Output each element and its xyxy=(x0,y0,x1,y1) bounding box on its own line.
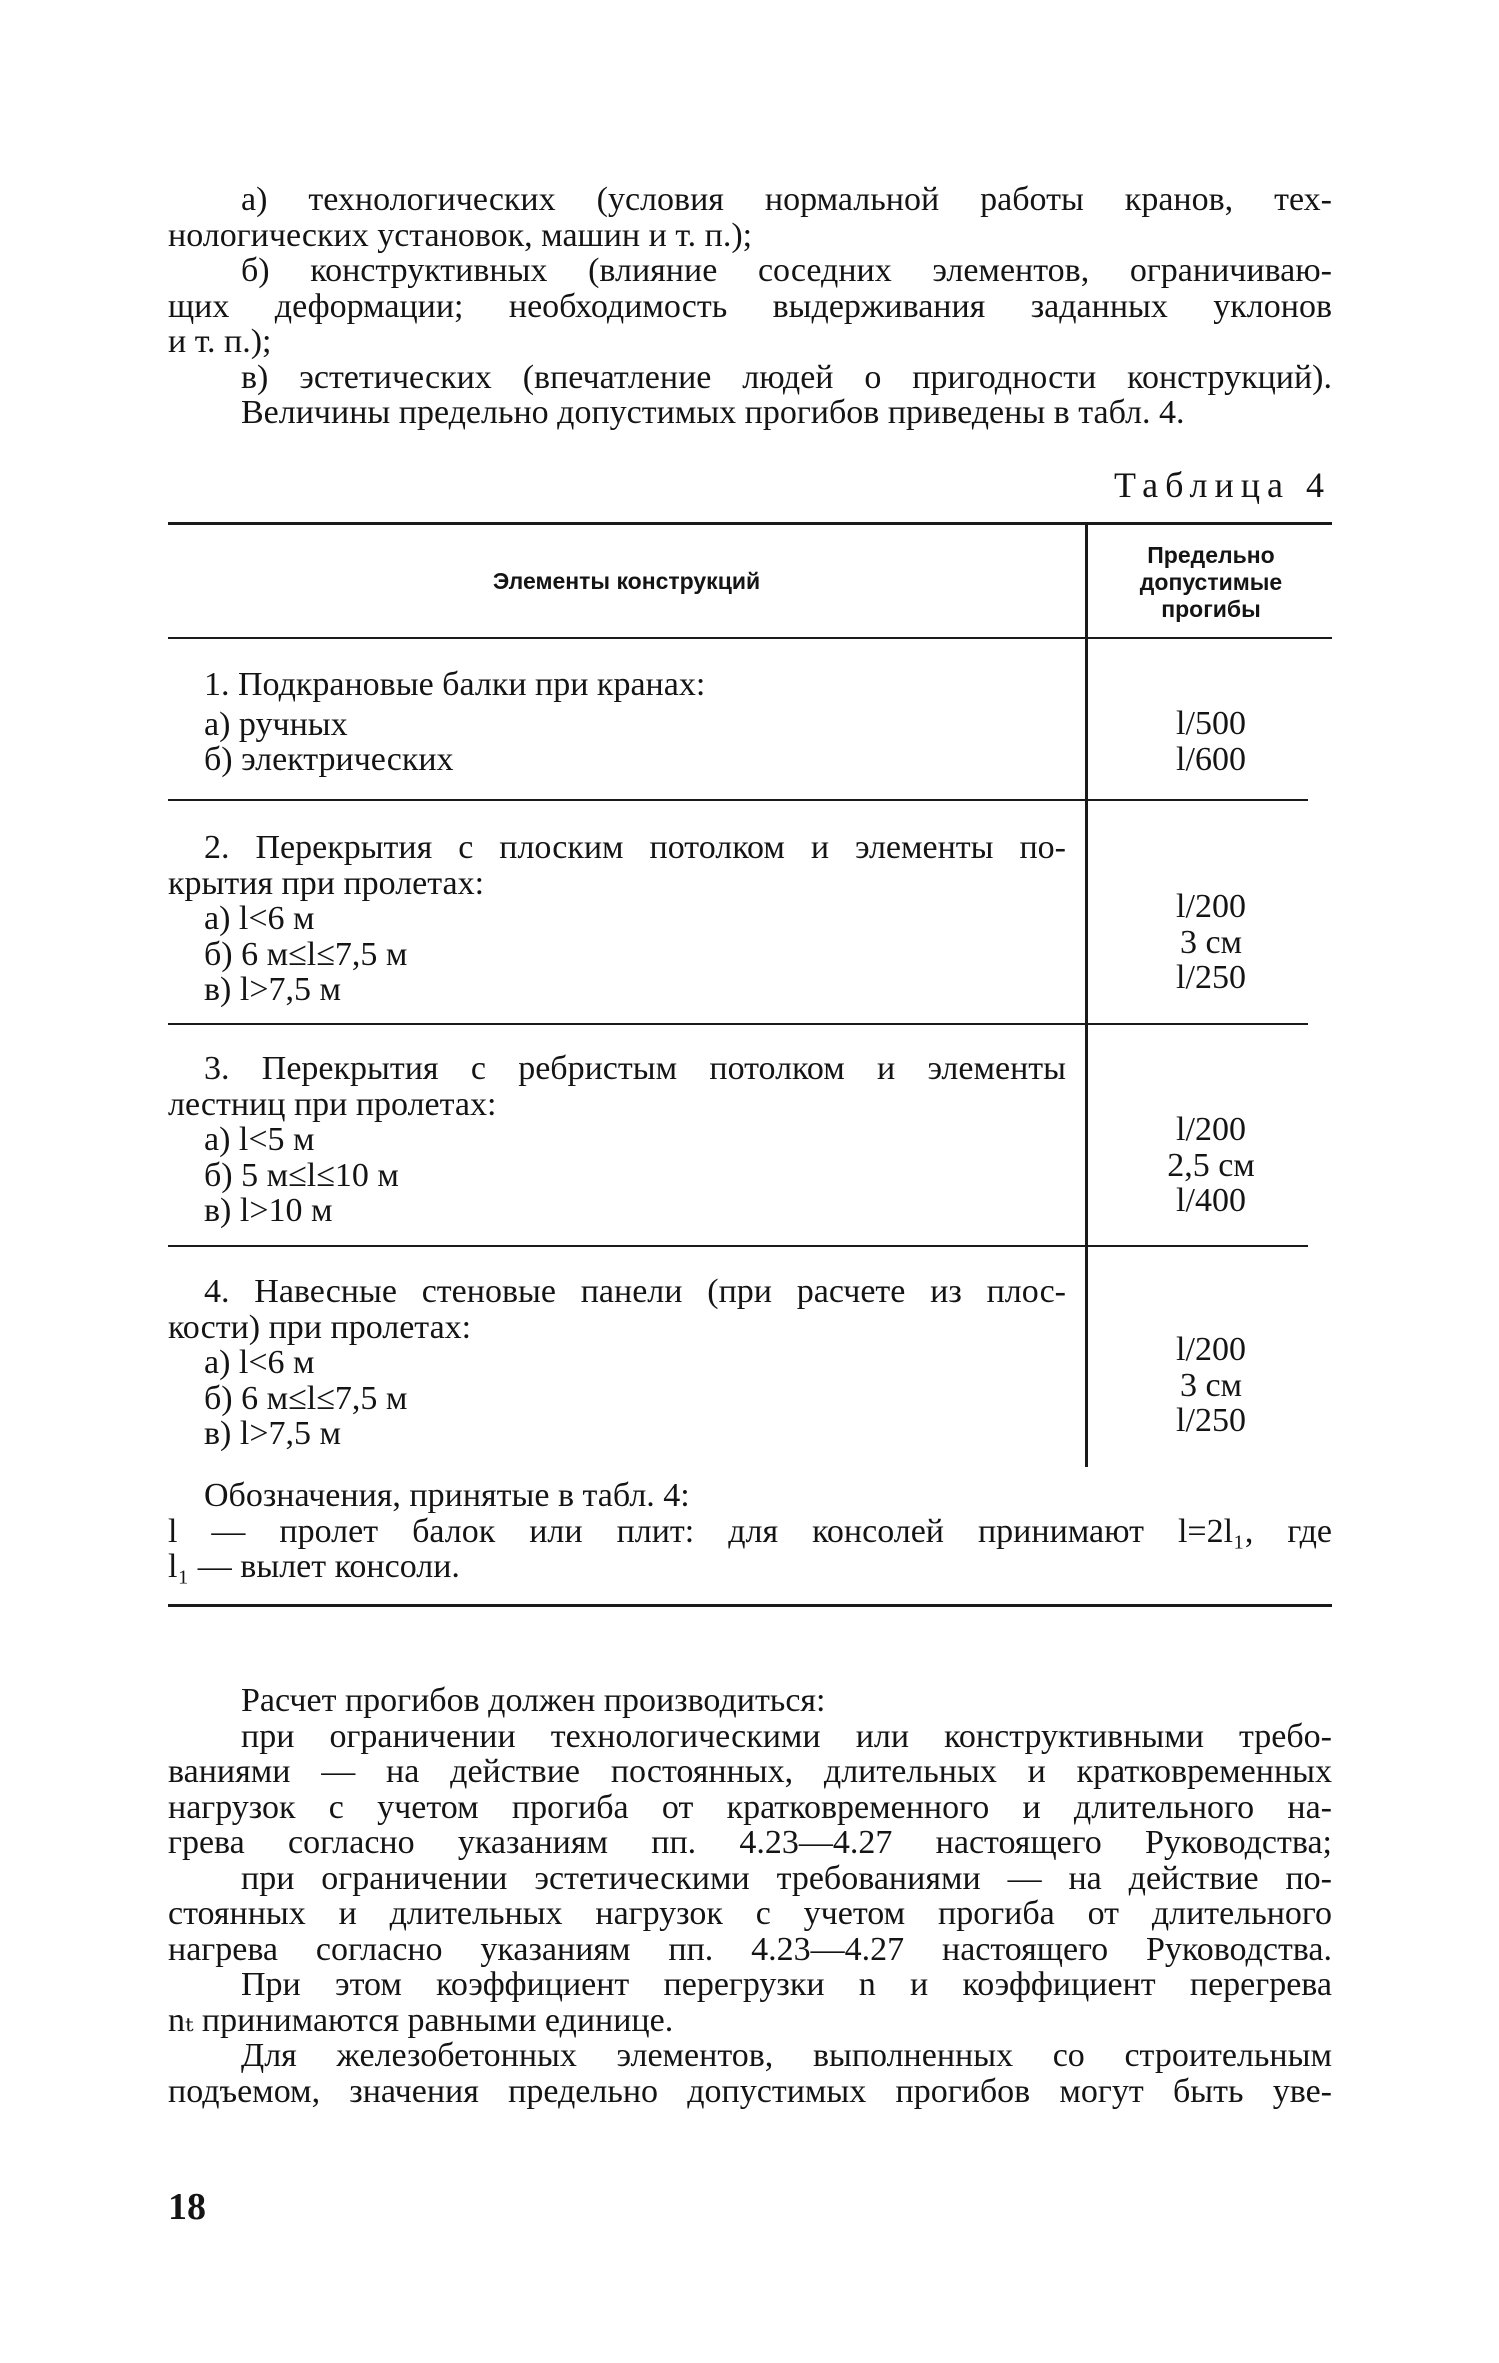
group-item: б) 5 м≤l≤10 м xyxy=(204,1156,399,1194)
text-line: при ограничении эстетическими требованиями — на действие по- xyxy=(241,1859,1332,1897)
notes-heading: Обозначения, принятые в табл. 4: xyxy=(204,1477,690,1514)
table-row-group xyxy=(168,667,1066,778)
column-header-limits xyxy=(1090,542,1332,623)
limit-value: l/600 xyxy=(1176,740,1246,778)
text-line: Величины предельно допустимых прогибов приведены в табл. 4. xyxy=(241,394,1185,431)
page-number: 18 xyxy=(168,2186,206,2228)
column-header-elements: Элементы конструкций xyxy=(492,568,761,594)
text-line: нагрузок с учетом прогиба от кратковременного и длительного на- xyxy=(168,1788,1332,1826)
text-line: грева согласно указаниям пп. 4.23—4.27 настоящего Руководства; xyxy=(168,1824,1332,1861)
notes-line: l — пролет балок или плит: для консолей принимают l=2l₁, где xyxy=(168,1512,1332,1550)
limit-values xyxy=(1090,889,1332,996)
text-line: в) эстетических (впечатление людей о пригодности конструкций). xyxy=(241,358,1332,396)
limit-value: l/500 xyxy=(1176,705,1246,742)
group-rule xyxy=(168,1245,1308,1247)
group-item: б) электрических xyxy=(204,741,454,778)
limit-values xyxy=(1090,1112,1332,1219)
text-line: щих деформации; необходимость выдерживания заданных уклонов xyxy=(168,287,1332,325)
limit-values xyxy=(1090,1332,1332,1439)
text-line: стоянных и длительных нагрузок с учетом прогиба от длительного xyxy=(168,1895,1332,1932)
header-line: прогибы xyxy=(1161,596,1261,622)
limit-value: 2,5 см xyxy=(1167,1146,1255,1184)
column-divider xyxy=(1085,1025,1088,1245)
group-title: 4. Навесные стеновые панели (при расчете из плос- xyxy=(204,1273,1066,1310)
group-item: б) 6 м≤l≤7,5 м xyxy=(204,935,408,973)
table-row-group xyxy=(168,1274,1066,1452)
text-line: нологических установок, машин и т. п.); xyxy=(168,216,753,254)
group-title: 2. Перекрытия с плоским потолком и элементы по- xyxy=(204,829,1066,866)
limit-value: l/400 xyxy=(1176,1182,1246,1219)
text-line: ваниями — на действие постоянных, длительных и кратковременных xyxy=(168,1753,1332,1790)
column-divider xyxy=(1085,639,1088,799)
notes-line: l₁ — вылет консоли. xyxy=(168,1548,460,1585)
table-notes xyxy=(168,1478,1332,1585)
limit-value: l/250 xyxy=(1176,1402,1246,1439)
limit-value: l/200 xyxy=(1176,888,1246,925)
text-line: Для железобетонных элементов, выполненных со строительным xyxy=(241,2037,1332,2074)
table-header-rule xyxy=(168,637,1332,639)
limit-value: 3 см xyxy=(1179,923,1243,961)
group-item: в) l>10 м xyxy=(204,1192,333,1229)
header-line: Предельно xyxy=(1147,542,1275,568)
group-title: кости) при пролетах: xyxy=(168,1308,472,1346)
column-divider xyxy=(1085,1247,1088,1467)
group-item: в) l>7,5 м xyxy=(204,971,342,1008)
table-caption: Таблица 4 xyxy=(1114,465,1331,505)
limit-value: l/200 xyxy=(1176,1331,1246,1368)
text-line: и т. п.); xyxy=(168,323,272,360)
text-line: При этом коэффициент перегрузки n и коэффициент перегрева xyxy=(241,1966,1332,2003)
limit-values xyxy=(1090,706,1332,777)
limit-value: l/250 xyxy=(1176,959,1246,996)
column-divider xyxy=(1085,522,1088,637)
intro-paragraph xyxy=(168,182,1332,431)
group-item: а) l<6 м xyxy=(204,1344,315,1381)
group-rule xyxy=(168,1023,1308,1025)
table-bottom-rule xyxy=(168,1604,1332,1607)
text-line: а) технологических (условия нормальной работы кранов, тех- xyxy=(241,181,1332,218)
limit-value: 3 см xyxy=(1179,1366,1243,1404)
table-row-group xyxy=(168,830,1066,1008)
column-divider xyxy=(1085,801,1088,1023)
group-item: б) 6 м≤l≤7,5 м xyxy=(204,1379,408,1417)
text-line: б) конструктивных (влияние соседних элементов, ограничиваю- xyxy=(241,252,1332,289)
group-rule xyxy=(168,799,1308,801)
limit-value: l/200 xyxy=(1176,1111,1246,1148)
header-line: допустимые xyxy=(1139,569,1283,595)
group-title: крытия при пролетах: xyxy=(168,864,485,902)
text-line: нагрева согласно указаниям пп. 4.23—4.27 настоящего Руководства. xyxy=(168,1930,1332,1968)
group-title: 1. Подкрановые балки при кранах: xyxy=(204,666,706,703)
text-line: nₜ принимаются равными единице. xyxy=(168,2001,674,2039)
text-line: при ограничении технологическими или конструктивными требо- xyxy=(241,1717,1332,1755)
table-row-group xyxy=(168,1051,1066,1229)
group-item: в) l>7,5 м xyxy=(204,1415,342,1452)
group-title: 3. Перекрытия с ребристым потолком и элементы xyxy=(204,1050,1066,1087)
group-item: а) l<5 м xyxy=(204,1121,315,1158)
body-paragraph xyxy=(168,1683,1332,2109)
table-top-rule xyxy=(168,522,1332,525)
group-item: а) l<6 м xyxy=(204,900,315,937)
group-item: а) ручных xyxy=(204,705,348,743)
text-line: подъемом, значения предельно допустимых прогибов могут быть уве- xyxy=(168,2072,1332,2110)
text-line: Расчет прогибов должен производиться: xyxy=(241,1682,826,1719)
group-title: лестниц при пролетах: xyxy=(168,1085,497,1123)
